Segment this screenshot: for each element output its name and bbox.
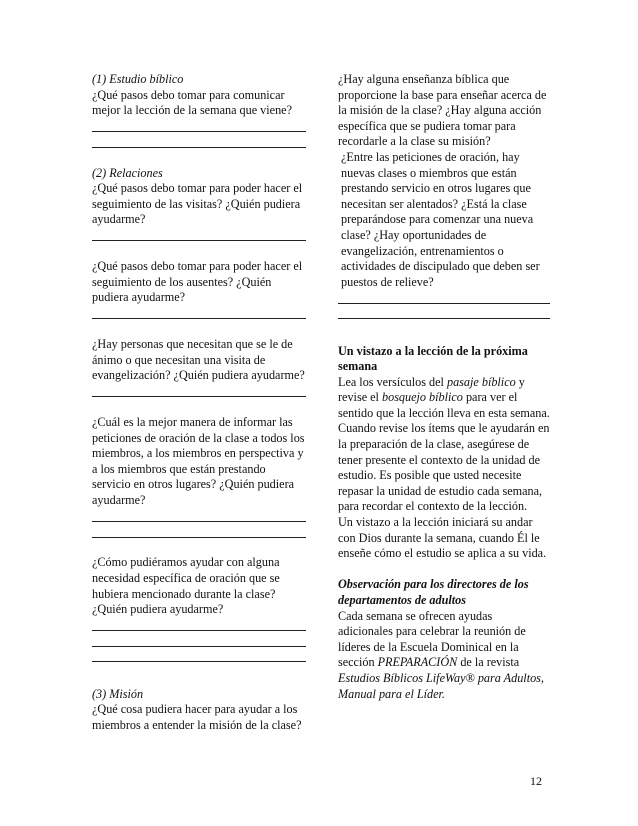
answer-line [92,618,306,634]
question-encouragement-visit: ¿Hay personas que necesitan que se le de ánimo o que necesitan una visita de evangelización? ¿Quién pudiera ayudarme? [92,337,305,383]
question-understand-mission: ¿Qué cosa pudiera hacer para ayudar a los miembros a entender la misión de la clase? [92,702,302,732]
answer-line [92,649,306,665]
adult-directors-note-heading: Observación para los directores de los departamentos de adultos [338,577,529,607]
answer-line [92,384,306,400]
next-lesson-preview-closing: Un vistazo a la lección iniciará su andar con Dios durante la semana, cuando Él le enseñe cómo el estudio se aplica a su vida. [338,515,547,561]
section-heading-bible-study: (1) Estudio bíblico [92,72,184,86]
question-prayer-requests-new-classes: ¿Entre las peticiones de oración, hay nuevas clases o miembros que están prestando servicio en otros lugares que necesitan ser alentados? ¿Está la clase preparándose para comenzar una nueva clase? ¿Hay oportunidades de evangelización, entrenamientos o actividades de discipulado que deben ser puestos de relieve? [341,149,540,289]
answer-line [338,290,550,306]
bible-passage-term: pasaje bíblico [446,374,516,389]
answer-line [92,306,306,322]
answer-line [92,633,306,649]
left-column [92,72,306,733]
question-follow-up-absentees: ¿Qué pasos debo tomar para poder hacer el seguimiento de los ausentes? ¿Quién pudiera ayudarme? [92,259,303,305]
section-heading-relationships: (2) Relaciones [92,165,163,180]
answer-line [92,134,306,150]
adult-directors-note-paragraph: Cada semana se ofrecen ayudas adicionales para celebrar la reunión de líderes de la Escuela Dominical en la sección PREPARACIÓN de la revista Estudios Bíblicos LifeWay® para Adultos, Manual para el Líder. [338,608,544,701]
bible-outline-term: bosquejo bíblico [382,390,463,405]
page-number: 12 [530,774,542,788]
right-column [338,72,550,702]
answer-line [338,306,550,322]
magazine-title: Estudios Bíblicos LifeWay® para Adultos, Manual para el Líder. [338,670,544,701]
preparation-section-term: PREPARACIÓN [377,655,458,670]
question-follow-up-visitors: ¿Qué pasos debo tomar para poder hacer el seguimiento de las visitas? ¿Quién pudiera ayudarme? [92,181,303,227]
question-communicate-lesson: ¿Qué pasos debo tomar para comunicar mejor la lección de la semana que viene? [92,87,292,118]
next-lesson-preview-paragraph: Lea los versículos del pasaje bíblico y revise el bosquejo bíblico para ver el sentido que la lección lleva en esta semana. Cuando revise los ítems que le ayudarán en la preparación de la clase, asegúrese de tener presente el contexto de la unidad de estudio. Es posible que usted necesite repasar la unidad de estudio cada semana, para recordar el contexto de la lección. [338,374,550,514]
question-prayer-need-help: ¿Cómo pudiéramos ayudar con alguna necesidad específica de oración que se hubiera mencionado durante la clase? ¿Quién pudiera ayudarme? [92,555,280,617]
answer-line [92,524,306,540]
section-heading-mission: (3) Misión [92,686,144,701]
question-prayer-requests-inform: ¿Cuál es la mejor manera de informar las peticiones de oración de la clase a todos los miembros, a los miembros en perspectiva y a los miembros que están prestando servicio en otros lugares? ¿Quién pudiera ayudarme? [92,415,305,508]
answer-line [92,228,306,244]
question-bible-teaching-mission: ¿Hay alguna enseñanza bíblica que proporcione la base para enseñar acerca de la misión de la clase? ¿Hay alguna acción específica que se pudiera tomar para recordarle a la clase su misión? [338,72,547,149]
answer-line [92,119,306,135]
next-lesson-preview-heading: Un vistazo a la lección de la próxima semana [338,343,528,374]
answer-line [92,509,306,525]
